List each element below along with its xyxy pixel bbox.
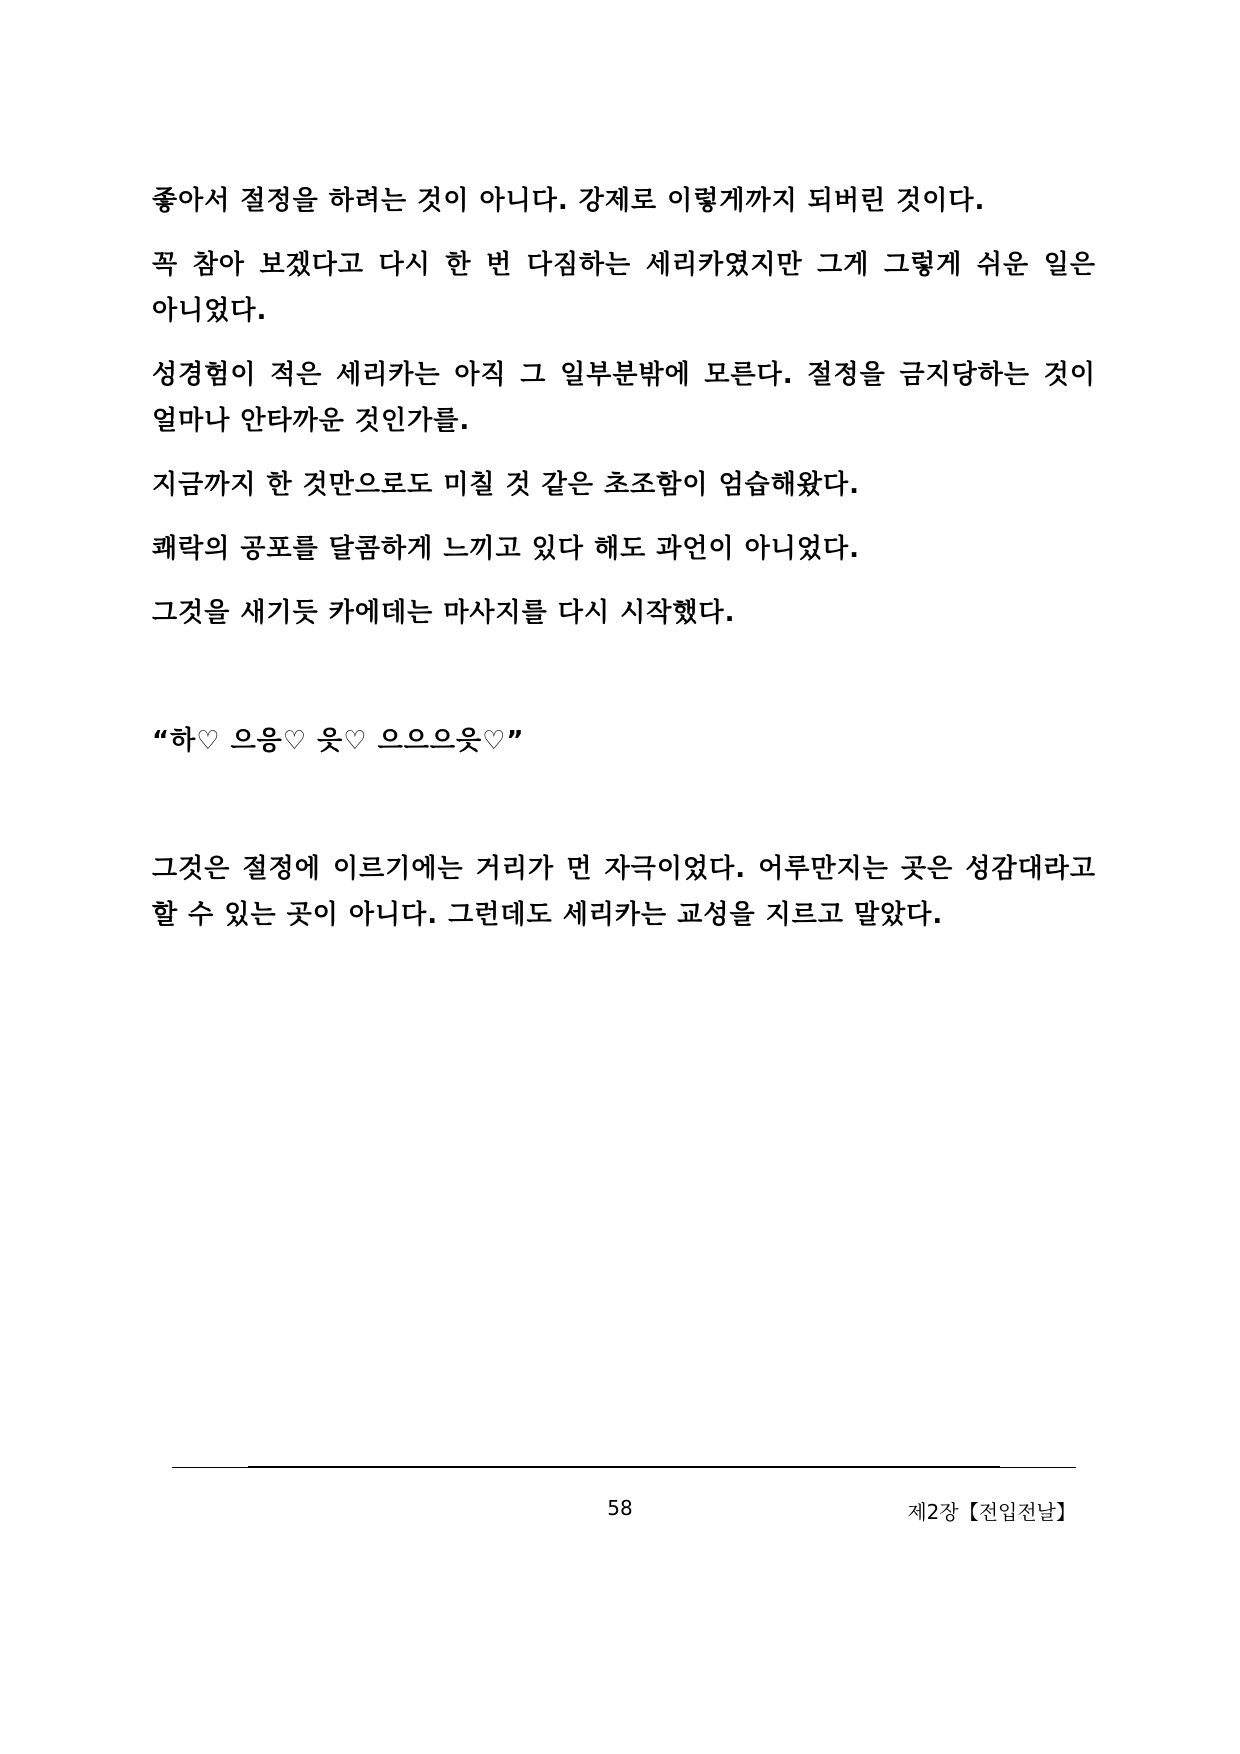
paragraph-2: 꼭 참아 보겠다고 다시 한 번 다짐하는 세리카였지만 그게 그렇게 쉬운 일은 아니었다. bbox=[152, 250, 1096, 326]
paragraph-1: 좋아서 절정을 하려는 것이 아니다. 강제로 이렇게까지 되버린 것이다. bbox=[152, 186, 986, 216]
paragraph-5: 쾌락의 공포를 달콤하게 느끼고 있다 해도 과언이 아니었다. bbox=[152, 534, 861, 564]
chapter-label: 제2장【전입전날】 bbox=[907, 1500, 1076, 1524]
paragraph-8: 그것은 절정에 이르기에는 거리가 먼 자극이었다. 어루만지는 곳은 성감대라고 할 수 있는 곳이 아니다. 그런데도 세리카는 교성을 지르고 말았다. bbox=[152, 854, 1096, 930]
body-text bbox=[152, 178, 1096, 956]
footer-rule-accent bbox=[248, 1466, 1000, 1468]
paragraph-3: 성경험이 적은 세리카는 아직 그 일부분밖에 모른다. 절정을 금지당하는 것이 얼마나 안타까운 것인가를. bbox=[152, 360, 1096, 436]
page-number: 58 bbox=[607, 1496, 633, 1520]
paragraph-6: 그것을 새기듯 카에데는 마사지를 다시 시작했다. bbox=[152, 598, 736, 628]
dialogue-line: “하♡ 으응♡ 읏♡ 으으으읏♡” bbox=[152, 726, 525, 756]
paragraph-4: 지금까지 한 것만으로도 미칠 것 같은 초조함이 엄습해왔다. bbox=[152, 470, 861, 500]
